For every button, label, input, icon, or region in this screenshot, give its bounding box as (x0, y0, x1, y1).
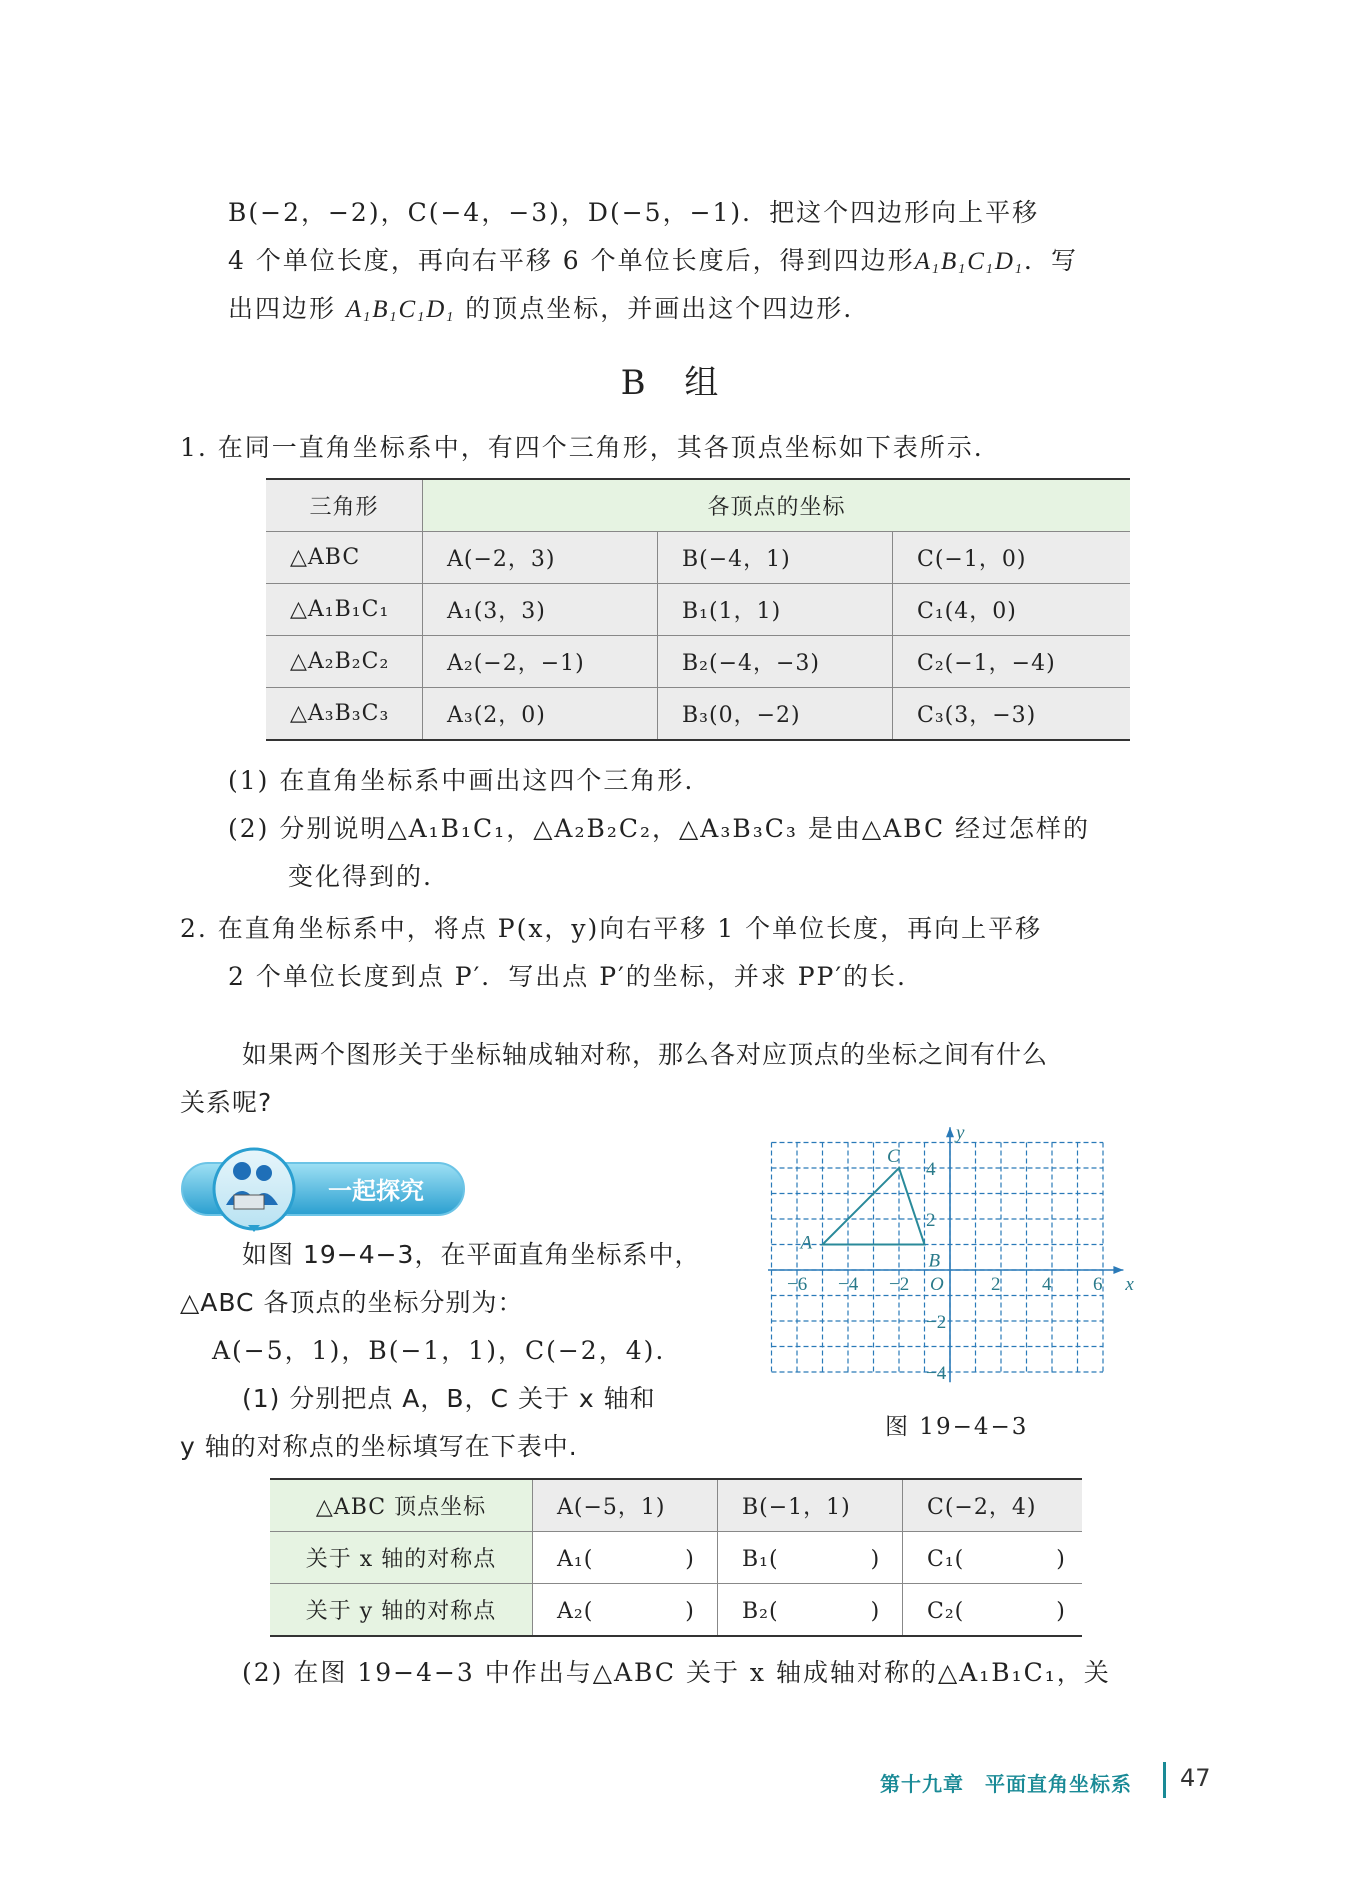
group-title: B 组 (620, 363, 733, 403)
y-tick-label: −4 (926, 1363, 947, 1384)
quad-name: $A_1B_1C_1D_1$ (914, 248, 1024, 277)
explore-line2: △ABC 各顶点的坐标分别为： (180, 1288, 524, 1317)
x-tick-label: 4 (1042, 1274, 1052, 1295)
vertex-label-b: B (928, 1250, 941, 1272)
table-row: 关于 y 轴的对称点 A₂( ) B₂( ) C₂( ) (270, 1584, 1082, 1637)
vertex-table (266, 478, 1130, 741)
explore-banner (178, 1145, 468, 1235)
banner-label: 一起探究 (328, 1177, 424, 1205)
top-para-line2: 4 个单位长度，再向右平移 6 个单位长度后，得到四边形$A_1B_1C_1D_1$．写 (228, 246, 1078, 277)
answer-blank[interactable]: B₂( ) (718, 1584, 903, 1637)
table-row: △ABC A(−2，3) B(−4，1) C(−1，0) (266, 532, 1130, 584)
intro-line1: 如果两个图形关于坐标轴成轴对称，那么各对应顶点的坐标之间有什么 (242, 1040, 1049, 1069)
answer-blank[interactable]: A₂( ) (533, 1584, 718, 1637)
x-tick-label: −2 (889, 1274, 910, 1295)
vertex-label-a: A (800, 1232, 813, 1254)
answer-blank[interactable]: B₁( ) (718, 1532, 903, 1584)
y-axis-label: y (956, 1122, 965, 1144)
x-tick-label: −6 (787, 1274, 808, 1295)
problem2-line1: 2. 在直角坐标系中，将点 P(x，y)向右平移 1 个单位长度，再向上平移 (180, 914, 1043, 943)
answer-blank[interactable]: A₁( ) (533, 1532, 718, 1584)
y-tick-label: −2 (926, 1312, 947, 1333)
footer-divider (1163, 1762, 1166, 1798)
chapter-footer: 第十九章 平面直角坐标系 (880, 1772, 1132, 1796)
bottom-line: (2) 在图 19−4−3 中作出与△ABC 关于 x 轴成轴对称的△A₁B₁C₁，关 (242, 1658, 1111, 1687)
explore-line3: A(−5，1)，B(−1，1)，C(−2，4). (212, 1336, 666, 1365)
top-para-line3: 出四边形 $A_1B_1C_1D_1$ 的顶点坐标，并画出这个四边形. (228, 294, 854, 325)
symmetry-table (270, 1478, 1082, 1637)
top-para-line1: B(−2，−2)，C(−4，−3)，D(−5，−1)．把这个四边形向上平移 (228, 198, 1040, 227)
intro-line2: 关系呢? (180, 1088, 273, 1117)
origin-label: O (930, 1274, 944, 1295)
page-number: 47 (1180, 1764, 1211, 1792)
table-row: △A₃B₃C₃ A₃(2，0) B₃(0，−2) C₃(3，−3) (266, 688, 1130, 741)
x-tick-label: −4 (838, 1274, 859, 1295)
answer-blank[interactable]: C₂( ) (903, 1584, 1083, 1637)
coordinate-figure (768, 1120, 1148, 1400)
answer-blank[interactable]: C₁( ) (903, 1532, 1083, 1584)
y-axis-arrow (946, 1127, 954, 1137)
problem2-line2: 2 个单位长度到点 P′．写出点 P′的坐标，并求 PP′的长. (228, 962, 907, 991)
table-header: 三角形 (266, 479, 423, 532)
table-row: △A₂B₂C₂ A₂(−2，−1) B₂(−4，−3) C₂(−1，−4) (266, 636, 1130, 688)
y-tick-label: 4 (926, 1159, 936, 1180)
problem1-sub2-line1: (2) 分别说明△A₁B₁C₁，△A₂B₂C₂，△A₃B₃C₃ 是由△ABC 经过怎样的 (228, 814, 1091, 843)
y-tick-label: 2 (926, 1210, 936, 1231)
x-tick-label: 2 (991, 1274, 1001, 1295)
x-tick-label: 6 (1093, 1274, 1103, 1295)
problem1-sub1: (1) 在直角坐标系中画出这四个三角形. (228, 766, 695, 795)
explore-line1: 如图 19−4−3，在平面直角坐标系中， (242, 1240, 701, 1269)
problem1-sub2-line2: 变化得到的. (288, 862, 433, 891)
table-header: 各顶点的坐标 (423, 479, 1131, 532)
figure-caption: 图 19−4−3 (885, 1414, 1029, 1440)
vertex-label-c: C (887, 1146, 900, 1167)
table-row: △A₁B₁C₁ A₁(3，3) B₁(1，1) C₁(4，0) (266, 584, 1130, 636)
explore-line4: (1) 分别把点 A，B，C 关于 x 轴和 (242, 1384, 656, 1413)
table-row: 关于 x 轴的对称点 A₁( ) B₁( ) C₁( ) (270, 1532, 1082, 1584)
x-axis-label: x (1125, 1274, 1134, 1295)
problem1-text: 1. 在同一直角坐标系中，有四个三角形，其各顶点坐标如下表所示. (180, 433, 984, 462)
explore-line5: y 轴的对称点的坐标填写在下表中. (180, 1432, 578, 1461)
x-axis-arrow (1113, 1266, 1123, 1274)
table-row: △ABC 顶点坐标 A(−5，1) B(−1，1) C(−2，4) (270, 1479, 1082, 1532)
quad-name: $A_1B_1C_1D_1$ (345, 296, 456, 325)
